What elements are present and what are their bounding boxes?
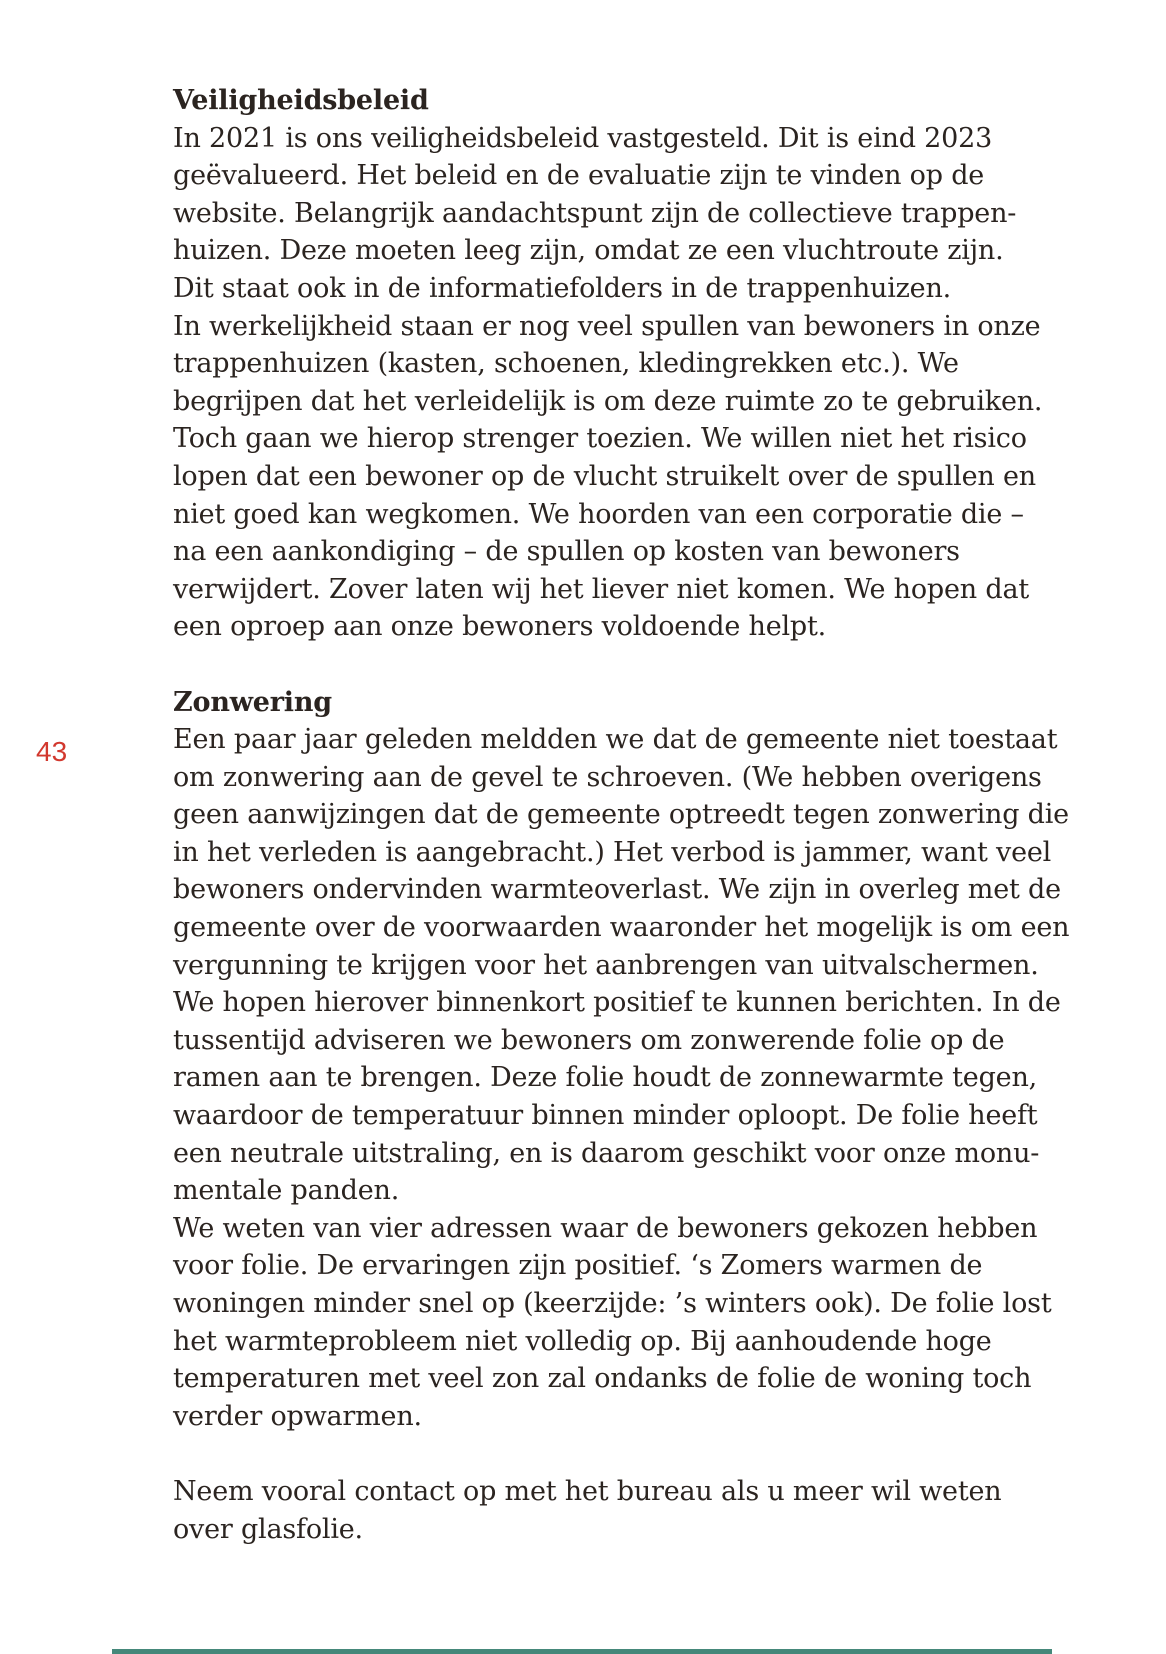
text-line: het warmteprobleem niet volledig op. Bij aanhoudende hoge <box>173 1325 992 1357</box>
footer-accent-bar <box>112 1649 1052 1654</box>
text-line: We hopen hierover binnenkort positief te kunnen berichten. In de <box>173 987 1061 1019</box>
text-line: trappenhuizen (kasten, schoenen, kledingrekken etc.). We <box>173 348 959 380</box>
text-line: Toch gaan we hierop strenger toezien. We willen niet het risico <box>173 423 1027 455</box>
section-heading: Zonwering <box>173 686 332 718</box>
text-line: tussentijd adviseren we bewoners om zonwerende folie op de <box>173 1024 1005 1056</box>
text-line: om zonwering aan de gevel te schroeven. (We hebben overigens <box>173 761 1042 793</box>
section-veiligheidsbeleid <box>173 82 1043 646</box>
text-line: geen aanwijzingen dat de gemeente optreedt tegen zonwering die <box>173 799 1069 831</box>
text-line: Neem vooral contact op met het bureau als u meer wil weten <box>173 1475 1002 1507</box>
text-line: over glasfolie. <box>173 1513 363 1545</box>
closing-paragraph <box>173 1473 1033 1548</box>
text-line: na een aankondiging – de spullen op kosten van bewoners <box>173 536 960 568</box>
text-line: In werkelijkheid staan er nog veel spullen van bewoners in onze <box>173 310 1041 342</box>
text-line: een neutrale uitstraling, en is daarom geschikt voor onze monu- <box>173 1137 1040 1169</box>
section-heading: Veiligheidsbeleid <box>173 85 429 116</box>
text-line: huizen. Deze moeten leeg zijn, omdat ze een vluchtroute zijn. <box>173 235 1004 267</box>
text-line: woningen minder snel op (keerzijde: ’s winters ook). De folie lost <box>173 1288 1052 1319</box>
text-line: voor folie. De ervaringen zijn positief. ‘s Zomers warmen de <box>173 1250 983 1282</box>
text-line: website. Belangrijk aandachtspunt zijn de collectieve trappen- <box>173 197 1017 229</box>
text-line: begrijpen dat het verleidelijk is om deze ruimte zo te gebruiken. <box>173 385 1043 417</box>
text-line: gemeente over de voorwaarden waaronder het mogelijk is om een <box>173 912 1070 944</box>
text-line: verder opwarmen. <box>173 1400 422 1432</box>
text-line: waardoor de temperatuur binnen minder oploopt. De folie heeft <box>173 1100 1038 1132</box>
section-zonwering <box>173 684 1070 1436</box>
text-line: geëvalueerd. Het beleid en de evaluatie zijn te vinden op de <box>173 160 985 192</box>
text-line: In 2021 is ons veiligheidsbeleid vastgesteld. Dit is eind 2023 <box>173 122 993 154</box>
page-number: 43 <box>36 736 68 767</box>
content-column <box>173 82 1070 1548</box>
text-line: in het verleden is aangebracht.) Het verbod is jammer, want veel <box>173 836 1052 868</box>
text-line: We weten van vier adressen waar de bewoners gekozen hebben <box>173 1212 1038 1244</box>
text-line: verwijdert. Zover laten wij het liever niet komen. We hopen dat <box>173 573 1029 605</box>
text-line: temperaturen met veel zon zal ondanks de folie de woning toch <box>173 1363 1032 1395</box>
text-line: ramen aan te brengen. Deze folie houdt de zonnewarmte tegen, <box>173 1062 1038 1094</box>
text-line: vergunning te krijgen voor het aanbrengen van uitvalschermen. <box>173 949 1039 981</box>
text-line: Dit staat ook in de informatiefolders in de trappenhuizen. <box>173 272 952 304</box>
text-line: niet goed kan wegkomen. We hoorden van een corporatie die – <box>173 498 1024 530</box>
text-line: bewoners ondervinden warmteoverlast. We zijn in overleg met de <box>173 874 1061 906</box>
text-line: een oproep aan onze bewoners voldoende helpt. <box>173 611 827 643</box>
text-line: Een paar jaar geleden meldden we dat de gemeente niet toestaat <box>173 724 1058 756</box>
text-line: mentale panden. <box>173 1175 400 1207</box>
text-line: lopen dat een bewoner op de vlucht struikelt over de spullen en <box>173 460 1036 492</box>
